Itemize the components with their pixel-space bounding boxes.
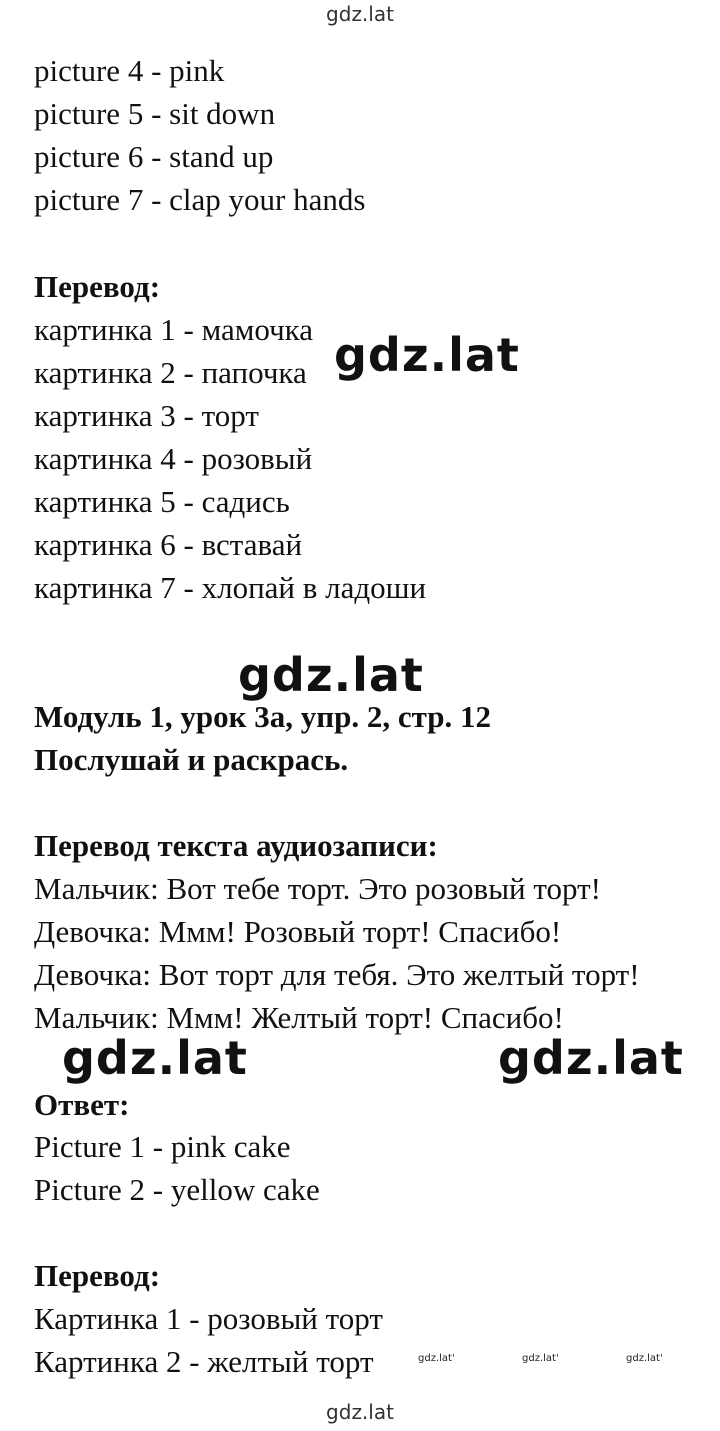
answer-heading: Ответ: [34, 1087, 130, 1122]
translation-line: картинка 2 - папочка [34, 355, 307, 390]
picture-line: picture 5 - sit down [34, 96, 276, 131]
watermark-tiny: gdz.lat' [418, 1353, 455, 1364]
audio-line: Девочка: Вот торт для тебя. Это желтый торт! [34, 957, 640, 992]
watermark-tiny: gdz.lat' [522, 1353, 559, 1364]
translation-line-2: Картинка 1 - розовый торт [34, 1301, 383, 1336]
picture-line: picture 6 - stand up [34, 139, 274, 174]
answer-line: Picture 1 - pink cake [34, 1129, 291, 1164]
translation-line: картинка 4 - розовый [34, 441, 313, 476]
translation-heading: Перевод: [34, 269, 161, 304]
translation-line: картинка 1 - мамочка [34, 312, 314, 347]
watermark-big: gdz.lat [334, 328, 520, 382]
translation-line-2: Картинка 2 - желтый торт [34, 1344, 374, 1379]
picture-line: picture 4 - pink [34, 53, 225, 88]
picture-line: picture 7 - clap your hands [34, 182, 366, 217]
answer-line: Picture 2 - yellow cake [34, 1172, 320, 1207]
translation-line: картинка 7 - хлопай в ладоши [34, 570, 427, 605]
audio-line: Мальчик: Ммм! Желтый торт! Спасибо! [34, 1000, 564, 1035]
translation-line: картинка 5 - садись [34, 484, 290, 519]
watermark-bottom: gdz.lat [326, 1400, 394, 1424]
watermark-tiny: gdz.lat' [626, 1353, 663, 1364]
audio-heading: Перевод текста аудиозаписи: [34, 828, 438, 863]
translation-line: картинка 3 - торт [34, 398, 259, 433]
watermark-top: gdz.lat [326, 2, 394, 26]
audio-line: Девочка: Ммм! Розовый торт! Спасибо! [34, 914, 562, 949]
watermark-big: gdz.lat [498, 1031, 684, 1085]
translation-line: картинка 6 - вставай [34, 527, 303, 562]
watermark-big: gdz.lat [238, 648, 424, 702]
watermark-big: gdz.lat [62, 1031, 248, 1085]
exercise-title: Модуль 1, урок 3а, упр. 2, стр. 12 [34, 699, 491, 734]
translation-heading-2: Перевод: [34, 1258, 161, 1293]
audio-line: Мальчик: Вот тебе торт. Это розовый торт! [34, 871, 601, 906]
exercise-task: Послушай и раскрась. [34, 742, 349, 777]
